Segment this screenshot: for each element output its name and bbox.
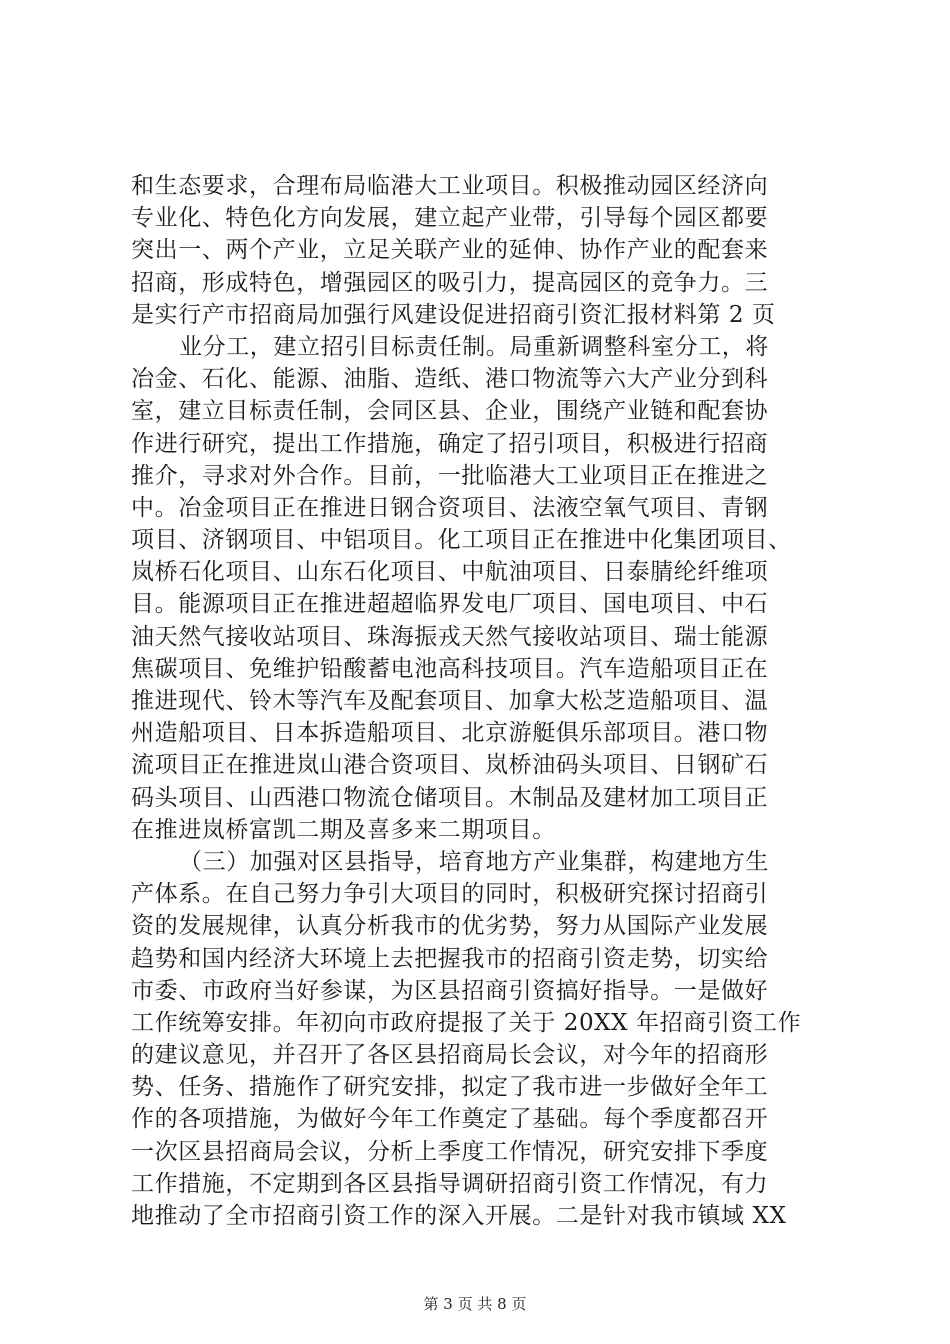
text-line: 作的各项措施，为做好今年工作奠定了基础。每个季度都召开 [131,1106,769,1133]
text-line: 作进行研究，提出工作措施，确定了招引项目，积极进行招商 [131,430,769,457]
text-line: 产体系。在自己努力争引大项目的同时，积极研究探讨招商引 [131,881,769,908]
text-line: 业分工，建立招引目标责任制。局重新调整科室分工，将 [179,333,769,360]
text-line: 地推动了全市招商引资工作的深入开展。二是针对我市镇域 XX [131,1203,787,1229]
text-line: 流项目正在推进岚山港合资项目、岚桥油码头项目、日钢矿石 [131,752,769,779]
text-line: 中。冶金项目正在推进日钢合资项目、法液空氧气项目、青钢 [131,494,769,521]
text-line: 岚桥石化项目、山东石化项目、中航油项目、日泰腈纶纤维项 [131,559,769,586]
text-line: 工作统筹安排。年初向市政府提报了关于 20XX 年招商引资工作 [131,1009,802,1036]
text-line: 冶金、石化、能源、油脂、造纸、港口物流等六大产业分到科 [131,366,769,393]
text-line: 项目、济钢项目、中铝项目。化工项目正在推进中化集团项目、 [131,527,792,554]
text-line: 目。能源项目正在推进超超临界发电厂项目、国电项目、中石 [131,591,769,618]
text-line: （三）加强对区县指导，培育地方产业集群，构建地方生 [179,848,769,875]
text-line: 趋势和国内经济大环境上去把握我市的招商引资走势，切实给 [131,945,769,972]
text-line: 油天然气接收站项目、珠海振戎天然气接收站项目、瑞士能源 [131,623,769,650]
text-line: 室，建立目标责任制，会同区县、企业，围绕产业链和配套协 [131,398,769,425]
text-line: 在推进岚桥富凯二期及喜多来二期项目。 [131,816,556,843]
text-line: 码头项目、山西港口物流仓储项目。木制品及建材加工项目正 [131,784,769,811]
text-line: 一次区县招商局会议，分析上季度工作情况，研究安排下季度 [131,1138,769,1165]
text-line: 专业化、特色化方向发展，建立起产业带，引导每个园区都要 [131,205,769,232]
page-footer: 第 3 页 共 8 页 [423,1295,527,1313]
text-line: 的建议意见，并召开了各区县招商局长会议，对今年的招商形 [131,1042,769,1069]
text-line: 和生态要求，合理布局临港大工业项目。积极推动园区经济向 [131,173,769,199]
text-line: 州造船项目、日本拆造船项目、北京游艇俱乐部项目。港口物 [131,720,769,747]
text-line: 招商，形成特色，增强园区的吸引力，提高园区的竞争力。三 [131,269,769,296]
text-line: 资的发展规律，认真分析我市的优劣势，努力从国际产业发展 [131,913,769,940]
text-line: 推进现代、铃木等汽车及配套项目、加拿大松芝造船项目、温 [131,688,769,714]
text-line: 焦碳项目、免维护铅酸蓄电池高科技项目。汽车造船项目正在 [131,655,769,682]
text-line: 工作措施，不定期到各区县指导调研招商引资工作情况，有力 [131,1170,769,1197]
text-line: 突出一、两个产业，立足关联产业的延伸、协作产业的配套来 [131,237,769,264]
document-body [131,170,831,1232]
text-line: 市委、市政府当好参谋，为区县招商引资搞好指导。一是做好 [131,977,769,1004]
text-line: 推介，寻求对外合作。目前，一批临港大工业项目正在推进之 [131,462,769,489]
text-line: 势、任务、措施作了研究安排，拟定了我市进一步做好全年工 [131,1074,769,1101]
text-line: 是实行产市招商局加强行风建设促进招商引资汇报材料第 2 页 [131,301,776,328]
